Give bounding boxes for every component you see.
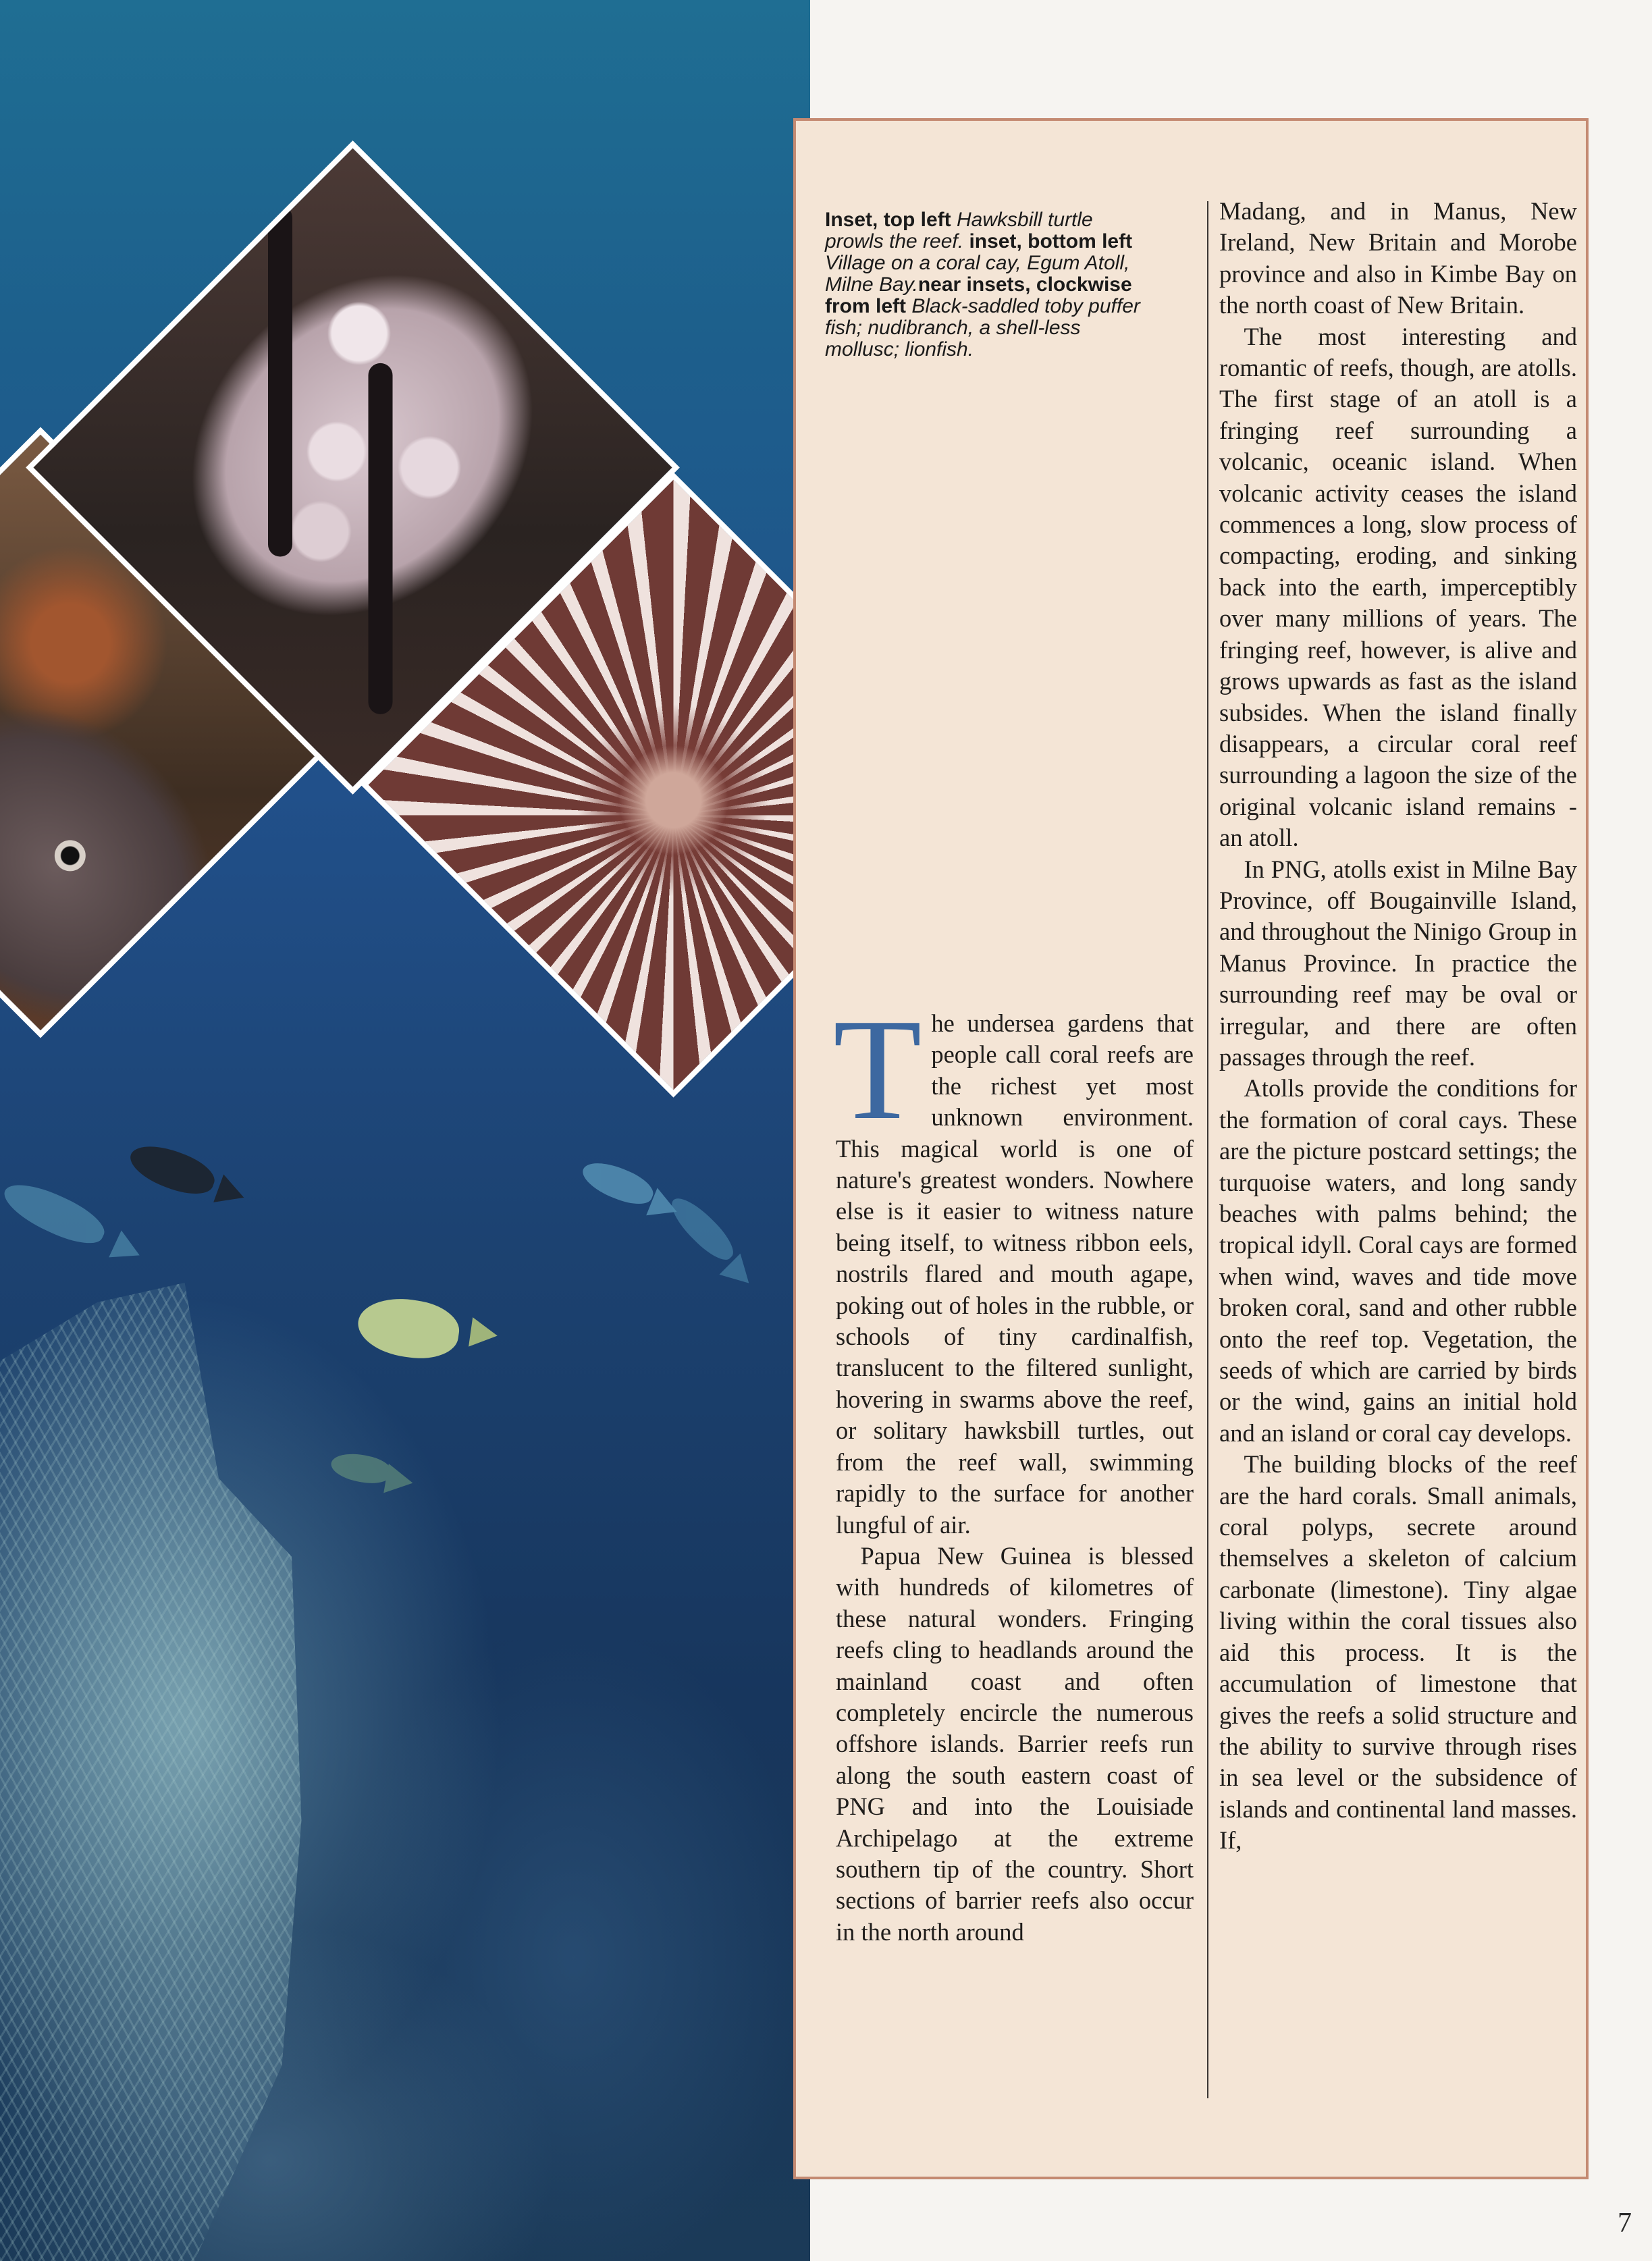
- paragraph: The most interesting and romantic of reefs, though, are atolls. The first stage of an atoll is a fringing reef surrounding a volcanic, oceanic island. When volcanic activity ceases the island commences a long, slow process of compacting, eroding, and sinking back into the earth, imperceptibly over many millions of years. The fringing reef, however, is alive and grows upwards as fast as the island subsides. When the island finally disappears, a circular coral reef surrounding a lagoon the size of the original volcanic island remains - an atoll.: [1219, 322, 1577, 852]
- fish-blue: [578, 1155, 658, 1211]
- article-column-right: [1219, 196, 1577, 1857]
- paragraph: Papua New Guinea is blessed with hundreds of kilometres of these natural wonders. Fringing reefs cling to headlands around the mainland coast and often completely encircle the numerous offshore islands. Barrier reefs run along the south eastern coast of PNG and into the Louisiade Archipelago at the extreme southern tip of the country. Short sections of barrier reefs also occur in the north around: [836, 1541, 1194, 1946]
- caption-label: inset, bottom left: [969, 230, 1133, 252]
- nudibranch-stripe: [369, 363, 393, 714]
- page-number: 7: [1618, 2208, 1632, 2239]
- caption-label: near insets, clockwise from left: [825, 273, 1132, 317]
- fish-dark: [125, 1137, 220, 1202]
- puffer-eye: [49, 834, 92, 878]
- paragraph: Madang, and in Manus, New Ireland, New Britain and Morobe province and also in Kimbe Bay on the north coast of New Britain.: [1219, 197, 1577, 319]
- fish-small: [329, 1449, 394, 1487]
- caption-text: Hawksbill turtle prowls the reef.: [825, 209, 1093, 252]
- lionfish-body: [536, 663, 811, 938]
- drop-cap: T: [833, 988, 922, 1150]
- caption-text: Black-saddled toby puffer fish; nudibranch, a shell-less mollusc; lionfish.: [825, 295, 1140, 361]
- caption-label: Inset, top left: [825, 209, 951, 231]
- caption-text: Village on a coral cay, Egum Atoll, Milne Bay.: [825, 252, 1130, 296]
- sea-fan-coral: [0, 1283, 486, 2261]
- paragraph: Atolls provide the conditions for the formation of coral cays. These are the picture postcard settings; the turquoise waters, and long sandy beaches with palms behind; the tropical idyll. Coral cays are formed when wind, waves and tide move broken coral, sand and other rubble onto the reef top. Vegetation, the seeds of which are carried by birds or the wind, gains an initial hold and an island or coral cay develops.: [1219, 1074, 1577, 1447]
- nudibranch-stripe: [268, 206, 292, 557]
- paragraph: [833, 988, 1194, 1541]
- paragraph: In PNG, atolls exist in Milne Bay Province, off Bougainville Island, and throughout the Ninigo Group in Manus Province. In practice the surrounding reef may be oval or irregular, and there are often passages through the reef.: [1219, 855, 1577, 1071]
- damselfish: [354, 1293, 462, 1364]
- fish-blue: [0, 1174, 111, 1253]
- photo-caption: [825, 209, 1149, 361]
- paragraph-text: he undersea gardens that people call coral reefs are the richest yet most unknown environment. This magical world is one of nature's greatest wonders. Nowhere else is it easier to witness nature being itself, to witness ribbon eels, nostrils flared and mouth agape, poking out of holes in the rubble, or schools of tiny cardinalfish, translucent to the filtered sunlight, hovering in swarms above the reef, or solitary hawksbill turtles, out from the reef wall, swimming rapidly to the surface for another lungful of air.: [836, 1009, 1194, 1539]
- paragraph: The building blocks of the reef are the hard corals. Small animals, coral polyps, secrete around themselves a skeleton of calcium carbonate (limestone). Tiny algae living within the coral tissues also aid this process. It is the accumulation of limestone that gives the reefs a solid structure and the ability to survive through rises in sea level or the subsidence of islands and continental land masses. If,: [1219, 1450, 1577, 1855]
- article-column-left: [833, 988, 1194, 1948]
- fish-blue: [664, 1190, 740, 1267]
- column-divider: [1207, 201, 1208, 2098]
